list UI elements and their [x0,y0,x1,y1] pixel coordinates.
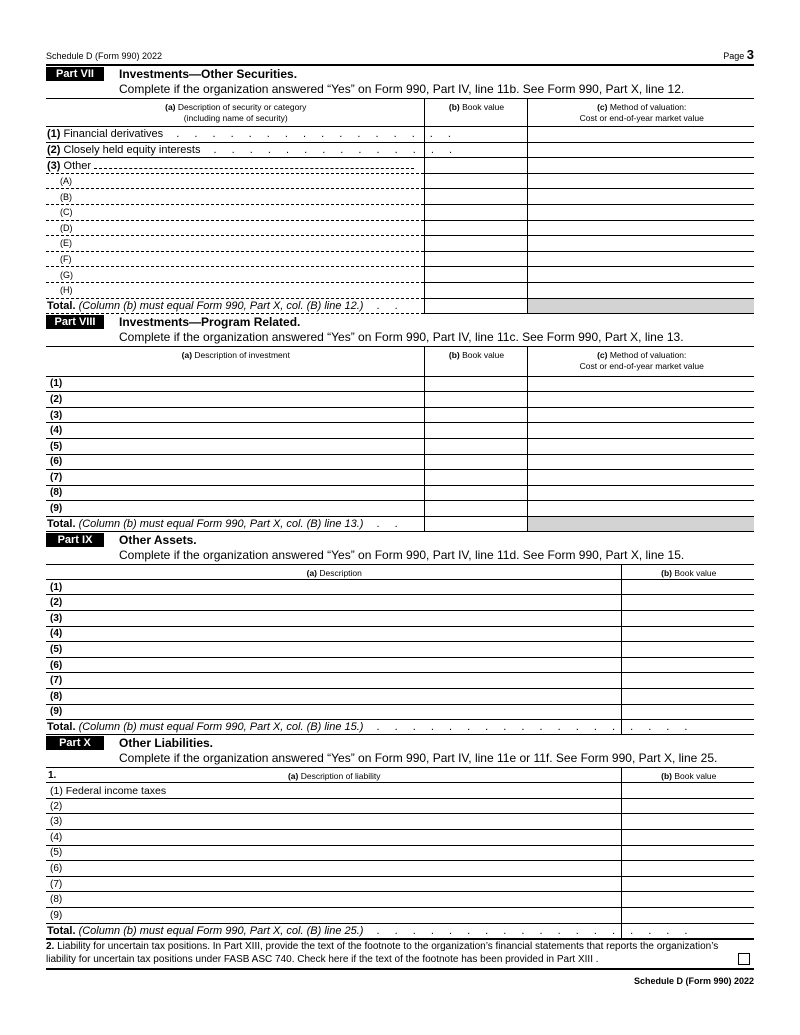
page-indicator [723,47,754,62]
table-row [46,267,754,283]
book-value-input[interactable] [621,611,754,627]
description-input[interactable]: (6) [46,861,621,877]
description-input[interactable]: (2) [46,392,424,408]
valuation-input[interactable] [527,142,754,158]
book-value-input[interactable] [424,438,527,454]
description-input[interactable]: (5) [46,438,424,454]
total-book-value-input[interactable] [424,516,527,531]
book-value-input[interactable] [621,673,754,689]
valuation-input[interactable] [527,376,754,392]
table-row [46,204,754,220]
description-input[interactable]: (3) [46,407,424,423]
book-value-input[interactable] [621,876,754,892]
part-x-title: Other Liabilities. [119,736,214,751]
description-input[interactable]: (C) [46,204,424,220]
valuation-input[interactable] [527,173,754,189]
col-book-value-header: (b) Book value [621,564,754,579]
description-input[interactable]: (8) [46,485,424,501]
shaded-cell [527,298,754,313]
valuation-input[interactable] [527,470,754,486]
federal-income-taxes-label: (1) Federal income taxes [46,783,621,799]
valuation-input[interactable] [527,282,754,298]
table-row [46,220,754,236]
table-row [46,814,754,830]
table-row [46,892,754,908]
book-value-input[interactable] [621,814,754,830]
page-header [46,44,754,66]
description-input[interactable]: (B) [46,189,424,205]
book-value-input[interactable] [424,251,527,267]
book-value-input[interactable] [621,892,754,908]
part-ix-badge: Part IX [46,533,104,547]
part-x-instruction: Complete if the organization answered “Yes” on Form 990, Part IV, line 11e or 11f. See Form 990, Part X, line 25. [119,751,718,766]
description-input[interactable]: (2) [46,798,621,814]
row-closely-held: (2) Closely held equity interests . . . . . . . . . . . . . . [47,143,459,156]
table-row [46,142,754,158]
form-page [46,44,754,986]
book-value-input[interactable] [621,861,754,877]
other-description-input[interactable] [94,159,414,169]
book-value-input[interactable] [621,657,754,673]
part-viii-table [46,346,754,532]
description-input[interactable]: (3) [46,814,621,830]
row-financial-derivatives: (1) Financial derivatives . . . . . . . . . . . . . . . . [47,128,457,141]
table-row [46,392,754,408]
valuation-input[interactable] [527,438,754,454]
description-input[interactable]: (7) [46,470,424,486]
table-row [46,673,754,689]
valuation-input[interactable] [527,236,754,252]
book-value-input[interactable] [424,454,527,470]
description-input[interactable]: (E) [46,236,424,252]
description-input[interactable]: (3) [46,611,621,627]
table-row [46,845,754,861]
line-2-footnote: 2. Liability for uncertain tax positions. In Part XIII, provide the text of the footnote to the organization’s financial statements that reports the organization’s liability for uncertain tax positions under FASB ASC 740. Check here if the text of the footnote has been provided in Part XIII . [46,939,754,966]
table-row [46,876,754,892]
book-value-input[interactable] [424,407,527,423]
valuation-input[interactable] [527,423,754,439]
book-value-input[interactable] [424,189,527,205]
book-value-input[interactable] [424,204,527,220]
book-value-input[interactable] [621,626,754,642]
description-input[interactable]: (9) [46,704,621,720]
description-input[interactable]: (9) [46,907,621,923]
table-row [46,611,754,627]
table-row [46,438,754,454]
table-row [46,158,754,174]
part-vii-title: Investments—Other Securities. [119,67,298,81]
description-input[interactable]: (8) [46,892,621,908]
book-value-input[interactable] [621,798,754,814]
description-input[interactable]: (4) [46,423,424,439]
description-input[interactable]: (4) [46,626,621,642]
book-value-input[interactable] [621,783,754,799]
shaded-cell [527,516,754,531]
valuation-input[interactable] [527,454,754,470]
valuation-input[interactable] [527,485,754,501]
valuation-input[interactable] [527,501,754,517]
book-value-input[interactable] [424,485,527,501]
valuation-input[interactable] [527,392,754,408]
part-ix-table [46,564,754,735]
part-x [46,736,754,965]
page-footer: Schedule D (Form 990) 2022 [46,968,754,986]
valuation-input[interactable] [527,204,754,220]
part-viii-instruction: Complete if the organization answered “Yes” on Form 990, Part IV, line 11c. See Form 990, Part X, line 13. [119,329,684,344]
total-row [46,923,754,938]
book-value-input[interactable] [424,173,527,189]
valuation-input[interactable] [527,158,754,174]
book-value-input[interactable] [424,236,527,252]
table-row [46,407,754,423]
total-label: Total. (Column (b) must equal Form 990, Part X, col. (B) line 25.) . . . . . . . . . . . . . . . . . . [47,924,694,937]
table-row [46,657,754,673]
part-vii-table [46,98,754,314]
table-row [46,470,754,486]
description-input[interactable]: (G) [46,267,424,283]
book-value-input[interactable] [621,907,754,923]
description-input[interactable]: (5) [46,845,621,861]
col-book-value-header: (b) Book value [424,346,527,376]
col-description-header: (a) Description of security or category (including name of security) [46,99,424,127]
book-value-input[interactable] [621,830,754,846]
part-ix-instruction: Complete if the organization answered “Yes” on Form 990, Part IV, line 11d. See Form 990, Part X, line 15. [119,547,685,562]
book-value-input[interactable] [424,158,527,174]
description-input[interactable]: (5) [46,642,621,658]
book-value-input[interactable] [621,704,754,720]
book-value-input[interactable] [424,376,527,392]
total-row [46,516,754,531]
total-row [46,298,754,313]
valuation-input[interactable] [527,220,754,236]
col-description-header: (a) Description [46,564,621,579]
table-row [46,704,754,720]
table-row [46,282,754,298]
description-input[interactable]: (2) [46,595,621,611]
book-value-input[interactable] [621,845,754,861]
table-row [46,236,754,252]
book-value-input[interactable] [424,267,527,283]
description-input[interactable]: (6) [46,454,424,470]
col-description-header: (a) Description of investment [46,346,424,376]
total-label: Total. (Column (b) must equal Form 990, Part X, col. (B) line 15.) . . . . . . . . . . . . . . . . . . [47,721,694,734]
valuation-input[interactable] [527,127,754,143]
col-valuation-header: (c) Method of valuation: Cost or end-of-year market value [527,346,754,376]
table-row [46,595,754,611]
description-input[interactable]: (6) [46,657,621,673]
description-input[interactable]: (D) [46,220,424,236]
table-row [46,783,754,799]
table-row [46,798,754,814]
table-row [46,626,754,642]
part-vii-badge: Part VII [46,67,104,81]
description-input[interactable]: (9) [46,501,424,517]
table-row [46,189,754,205]
table-row [46,251,754,267]
part-ix-title: Other Assets. [119,532,197,547]
col-valuation-header: (c) Method of valuation: Cost or end-of-year market value [527,99,754,127]
table-row [46,830,754,846]
col-book-value-header: (b) Book value [621,768,754,783]
row-other: (3) Other [46,158,424,174]
description-input[interactable]: (H) [46,282,424,298]
book-value-input[interactable] [621,642,754,658]
description-input[interactable]: (1) [46,579,621,595]
part-viii-badge: Part VIII [46,315,104,329]
valuation-input[interactable] [527,267,754,283]
page-label: Page [723,51,745,61]
description-input[interactable]: (1) [46,376,424,392]
book-value-input[interactable] [424,220,527,236]
description-input[interactable]: (4) [46,830,621,846]
table-row [46,579,754,595]
table-row [46,127,754,143]
description-input[interactable]: (F) [46,251,424,267]
form-name: Schedule D (Form 990) 2022 [46,51,163,61]
book-value-input[interactable] [424,423,527,439]
total-label: Total. (Column (b) must equal Form 990, Part X, col. (B) line 12.) . . [46,298,424,313]
table-row [46,454,754,470]
part-x-badge: Part X [46,736,104,750]
part-viii-title: Investments—Program Related. [119,314,301,329]
total-row [46,720,754,735]
col-book-value-header: (b) Book value [424,99,527,127]
table-row [46,376,754,392]
page-number: 3 [746,47,754,62]
book-value-input[interactable] [424,501,527,517]
description-input[interactable]: (7) [46,673,621,689]
table-row [46,423,754,439]
book-value-input[interactable] [424,392,527,408]
book-value-input[interactable] [424,282,527,298]
book-value-input[interactable] [621,689,754,705]
book-value-input[interactable] [621,595,754,611]
part-vii [46,67,754,314]
footnote-provided-checkbox[interactable] [738,953,750,965]
part-ix [46,533,754,735]
book-value-input[interactable] [621,579,754,595]
description-input[interactable]: (7) [46,876,621,892]
book-value-input[interactable] [424,470,527,486]
part-vii-instruction: Complete if the organization answered “Yes” on Form 990, Part IV, line 11b. See Form 990, Part X, line 12. [119,82,685,96]
total-book-value-input[interactable] [424,298,527,313]
table-row [46,501,754,517]
table-row [46,642,754,658]
part-viii [46,315,754,532]
description-input[interactable]: (8) [46,689,621,705]
description-input[interactable]: (A) [46,173,424,189]
total-label: Total. (Column (b) must equal Form 990, Part X, col. (B) line 13.) . . [46,516,424,531]
valuation-input[interactable] [527,251,754,267]
table-row [46,173,754,189]
table-row [46,907,754,923]
part-x-table [46,767,754,938]
table-row [46,485,754,501]
table-row [46,861,754,877]
table-row [46,689,754,705]
col-description-header: 1. (a) Description of liability [46,768,621,783]
valuation-input[interactable] [527,407,754,423]
valuation-input[interactable] [527,189,754,205]
